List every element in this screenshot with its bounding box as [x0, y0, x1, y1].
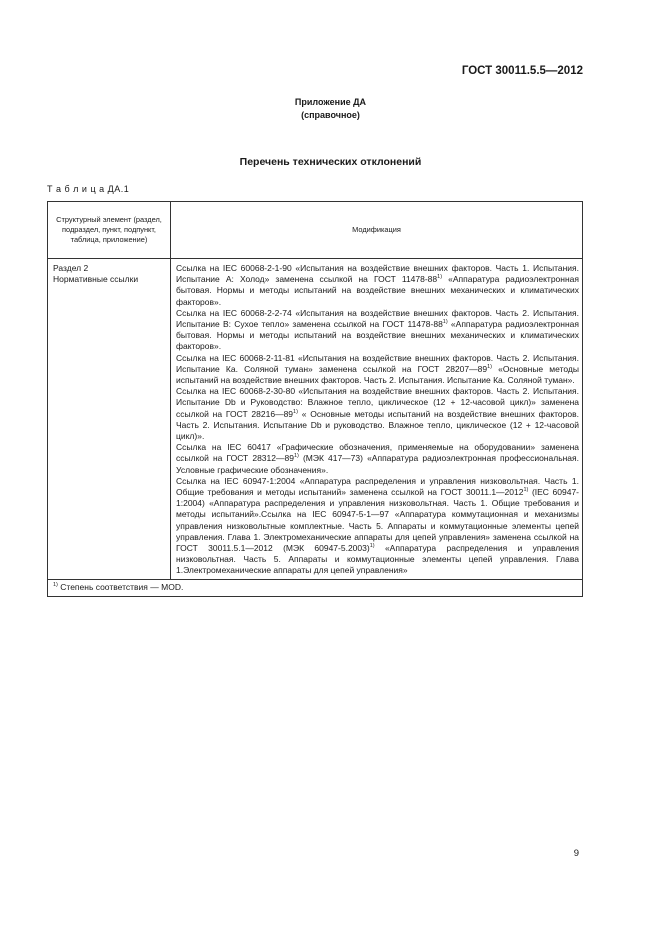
appendix-heading: [0, 96, 661, 122]
modification-paragraph: Ссылка на IEC 60947-1:2004 «Аппаратура распределения и управления низковольтная. Часть 1. Общие требования и методы испытаний» заменена ссылкой на ГОСТ 30011.1—2012$^{1)}$ (IEC 60947-1:2004) «Аппаратура распределения и управления низковольтная. Часть 1. Общие требования и методы испытаний».Ссылка на IEC 60947-5-1—97 «Аппаратура коммутационная и механизмы управления низковольтные комплектные. Часть 5. Аппараты и коммутационные элементы цепей управления. Глава 1. Электромеханические аппараты для цепей управления» заменена ссылкой на ГОСТ 30011.5.1—2012 (МЭК 60947-5.2003)$^{1)}$ «Аппаратура распределения и управления низковольтная. Часть 5. Аппараты и коммутационные элементы цепей управления. Глава 1.Электромеханические аппараты для цепей управления»: [176, 475, 580, 576]
table-label: Т а б л и ц а ДА.1: [47, 184, 130, 194]
col-header-modification: Модификация: [171, 202, 583, 259]
footnote-ref: 1): [293, 408, 298, 415]
structural-element-cell: [48, 259, 171, 580]
section-number: Раздел 2: [53, 263, 89, 273]
section-name: Нормативные ссылки: [53, 274, 139, 285]
footnote-ref: 1): [293, 453, 299, 460]
modification-paragraph: Ссылка на IEC 60068-2-2-74 «Испытания на воздействие внешних факторов. Часть 2. Испытания. Испытание B: Сухое тепло» заменена ссылкой на ГОСТ 11478-88$^{1)}$ «Аппаратура радиоэлектронная бытовая. Нормы и методы испытаний на воздействие внешних механических и климатических факторов».: [176, 307, 579, 352]
appendix-subtitle: (справочное): [301, 110, 360, 120]
table-footnote-row: [48, 579, 583, 596]
document-code: ГОСТ 30011.5.5—2012: [461, 65, 583, 77]
page-number: 9: [573, 848, 579, 859]
deviations-table: [47, 201, 583, 597]
footnote-text: Степень соответствия — MOD.: [57, 581, 184, 592]
modification-cell: [171, 259, 583, 580]
list-title: Перечень технических отклонений: [239, 156, 422, 168]
footnote-ref: 1): [369, 543, 375, 550]
footnote-ref: 1): [437, 274, 443, 281]
footnote-ref: 1): [523, 487, 529, 494]
table-header-row: [48, 202, 583, 259]
footnote-mark: 1): [53, 581, 58, 588]
appendix-title: Приложение ДА: [294, 97, 367, 107]
footnote-cell: [48, 579, 583, 596]
modification-paragraph: Ссылка на IEC 60068-2-1-90 «Испытания на воздействие внешних факторов. Часть 1. Испытания. Испытание A: Холод» заменена ссылкой на ГОСТ 11478-88$^{1)}$ «Аппаратура радиоэлектронная бытовая. Нормы и методы испытаний на воздействие внешних механических и климатических факторов».: [176, 263, 579, 307]
footnote-ref: 1): [487, 364, 492, 370]
modification-paragraph: Ссылка на IEC 60417 «Графические обозначения, применяемые на оборудовании» заменена ссылкой на ГОСТ 28312—89$^{1)}$ (МЭК 417—73) «Аппаратура радиоэлектронная профессиональная. Условные графические обозначения».: [176, 442, 580, 475]
footnote-ref: 1): [442, 319, 448, 326]
modification-paragraph: Ссылка на IEC 60068-2-30-80 «Испытания на воздействие внешних факторов. Часть 2. Испытания. Испытание Db и Руководство: Влажное тепло, циклическое (12 + 12-часовой цикл)» заменена ссылкой на ГОСТ 28216—89$^{1)}$ « Основные методы испытаний на воздействие внешних факторов. Часть 2. Испытания. Испытание Db и руководство. Влажное тепло, циклическое (12 + 12-часовой цикл)».: [176, 386, 579, 442]
col-header-structural-element: Структурный элемент (раздел, подраздел, пункт, подпункт, таблица, приложение): [48, 202, 171, 259]
table-row: [48, 259, 583, 580]
modification-paragraph: Ссылка на IEC 60068-2-11-81 «Испытания на воздействие внешних факторов. Часть 2. Испытания. Испытание Ка. Соляной туман» заменена ссылкой на ГОСТ 28207—89$^{1)}$ «Основные методы испытаний на воздействие внешних факторов. Часть 2. Испытания. Испытание Ка. Соляной туман».: [176, 352, 579, 386]
